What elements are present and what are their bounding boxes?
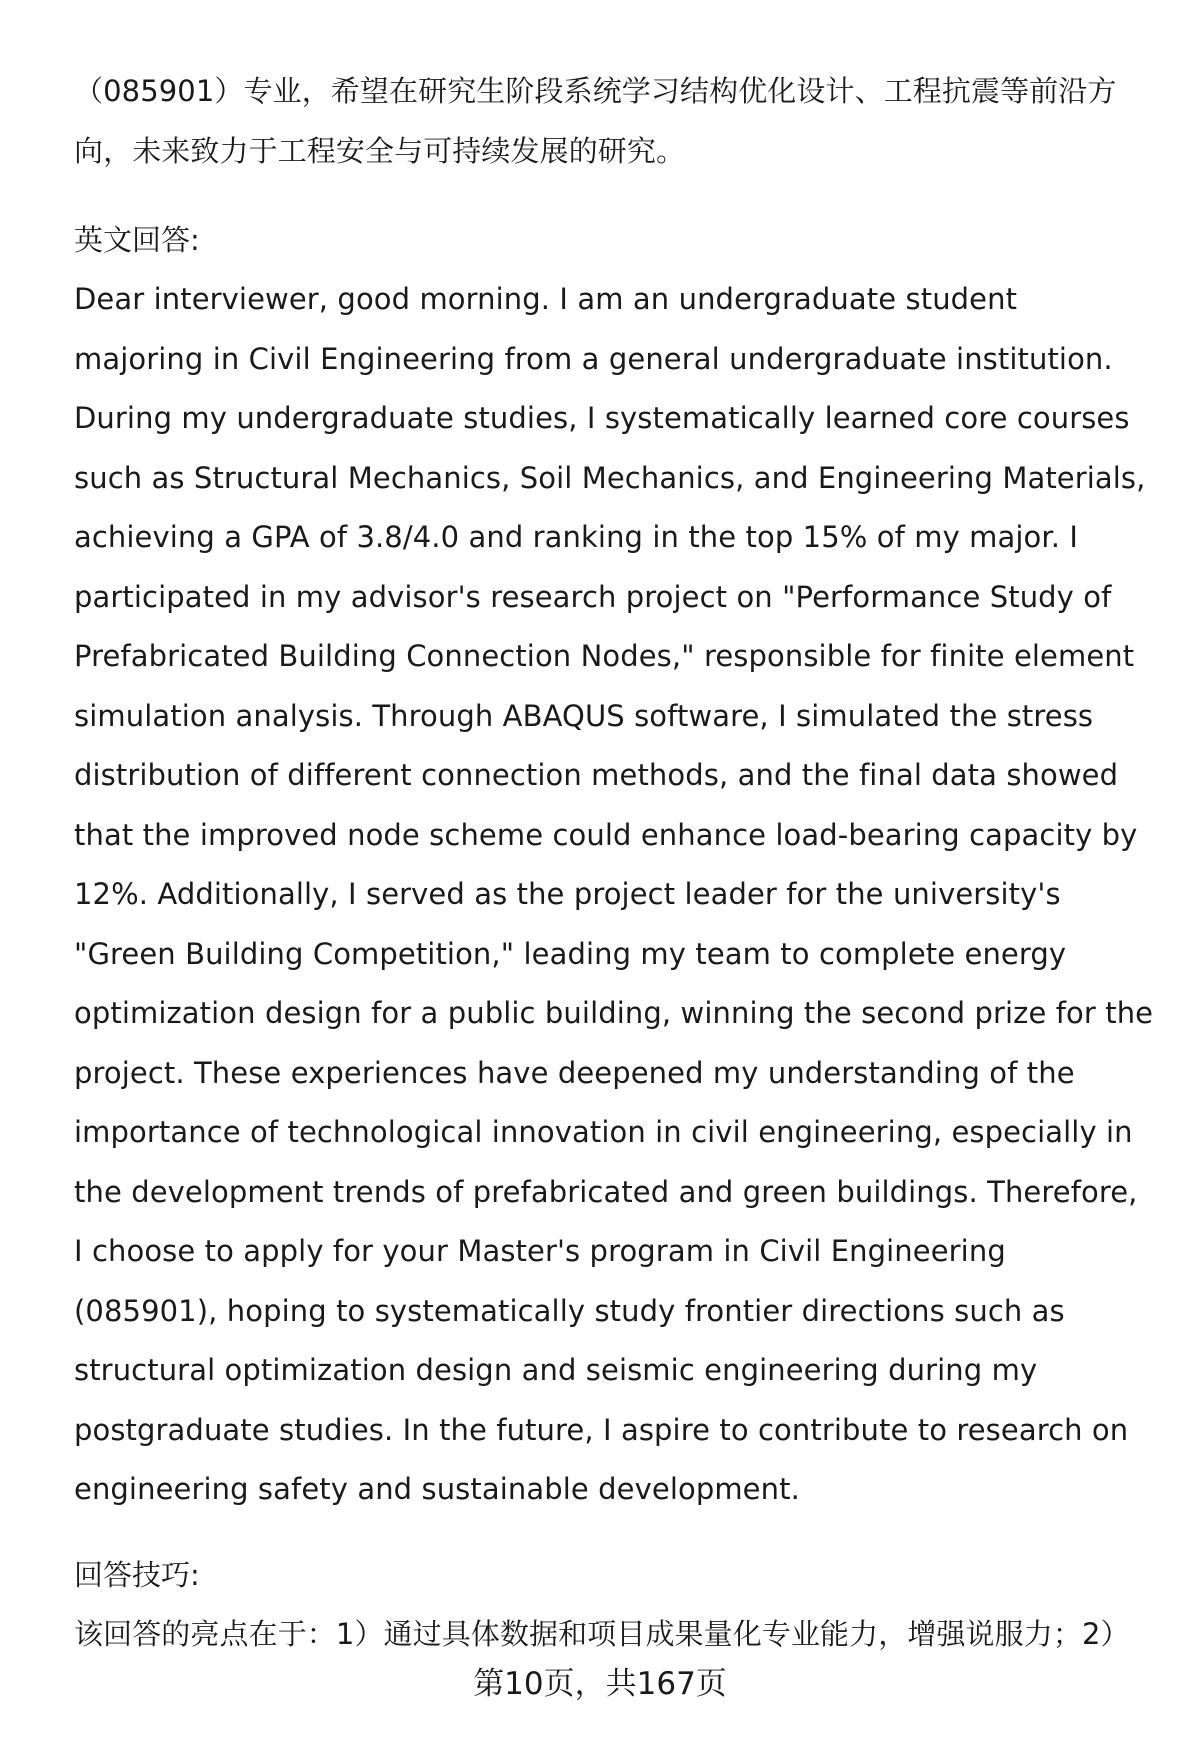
page-number-footer: 第10页，共167页 [473,1666,727,1702]
watermark: ​ [178,1081,284,1250]
english-answer-heading: 英文回答: [74,223,200,257]
spacer [74,1520,1154,1546]
tips-paragraph: 该回答的亮点在于：1）通过具体数据和项目成果量化专业能力，增强说服力；2） [74,1616,1130,1651]
english-answer-paragraph: Dear interviewer, good morning. I am an undergraduate student majoring in Civil Engineering from a general undergraduate institution. During my undergraduate studies, I systematically learned core courses such as Structural Mechanics, Soil Mechanics, and Engineering Materials, achieving a GPA of 3.8/4.0 and ranking in the top 15% of my major. I participated in my advisor's research project on "Performance Study of Prefabricated Building Connection Nodes," responsible for finite element simulation analysis. Through ABAQUS software, I simulated the stress distribution of different connection methods, and the final data showed that the improved node scheme could enhance load-bearing capacity by 12%. Additionally, I served as the project leader for the university's "Green Building Competition," leading my team to complete energy optimization design for a public building, winning the second prize for the project. These experiences have deepened my understanding of the importance of technological innovation in civil engineering, especially in the development trends of prefabricated and green buildings. Therefore, I choose to apply for your Master's program in Civil Engineering (085901), hoping to systematically study frontier directions such as structural optimization design and seismic engineering during my postgraduate studies. In the future, I aspire to contribute to research on engineering safety and sustainable development. [74,282,1154,1506]
page-content [74,62,1154,1664]
tips-heading: 回答技巧: [74,1557,200,1592]
spacer [74,181,1154,211]
intro-paragraph: （085901）专业，希望在研究生阶段系统学习结构优化设计、工程抗震等前沿方向，未来致力于工程安全与可持续发展的研究。 [74,74,1117,168]
